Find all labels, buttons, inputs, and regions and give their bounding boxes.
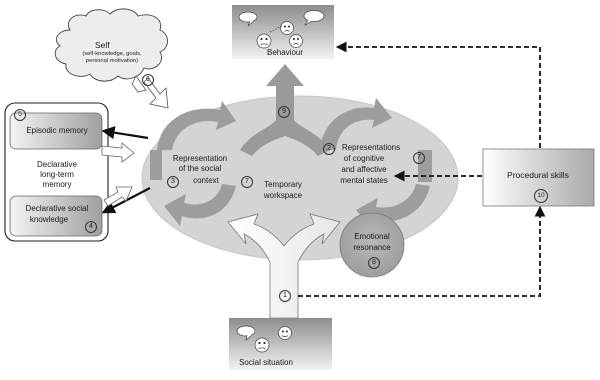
procedural-skills-label: Procedural skills bbox=[507, 170, 569, 180]
declarative-ltm-line3: memory bbox=[42, 180, 72, 189]
workspace-line1: Temporary bbox=[264, 180, 302, 189]
declarative-social-number: 4 bbox=[85, 221, 97, 233]
emotional-number: 8 bbox=[368, 257, 380, 269]
declarative-ltm-line1: Declarative bbox=[36, 160, 77, 169]
arrow-to-episodic bbox=[104, 131, 148, 138]
declarative-social-line1: Declarative social bbox=[25, 204, 89, 213]
episodic-memory-label: Episodic memory bbox=[26, 126, 88, 135]
emotional-line1: Emotional bbox=[354, 232, 390, 241]
social-context-line1: Representation bbox=[172, 154, 228, 163]
workspace-line2: workspace bbox=[263, 191, 303, 200]
self-number: 6 bbox=[142, 74, 154, 86]
workspace-number-right: 7 bbox=[413, 152, 425, 164]
mental-states-line3: and affective bbox=[341, 165, 387, 174]
self-subtitle-line2: personal motivation) bbox=[85, 58, 139, 64]
episodic-number: 5 bbox=[14, 109, 26, 121]
mental-states-line2: of cognitive bbox=[343, 154, 385, 163]
social-context-number: 3 bbox=[167, 176, 179, 188]
mental-states-number: 2 bbox=[323, 143, 335, 155]
self-cloud bbox=[55, 9, 167, 81]
social-context-line2: of the social bbox=[178, 164, 222, 173]
declarative-ltm-line2: long-term bbox=[40, 170, 74, 179]
emotional-line2: resonance bbox=[353, 243, 391, 252]
social-context-line3: context bbox=[193, 176, 219, 185]
declarative-social-line2: knowledge bbox=[29, 215, 69, 224]
social-situation-label: Social situation bbox=[239, 358, 293, 367]
workspace-number-left: 7 bbox=[241, 176, 253, 188]
situation-number: 1 bbox=[279, 290, 291, 302]
procedural-number: 10 bbox=[534, 189, 548, 203]
central-arrow-number: 9 bbox=[278, 106, 290, 118]
mental-states-line4: mental states bbox=[340, 176, 388, 185]
mental-states-line1: Representations bbox=[341, 143, 401, 152]
self-title: Self bbox=[95, 40, 110, 50]
behaviour-label: Behaviour bbox=[266, 48, 304, 57]
self-subtitle-line1: (self-knowledge, goals, bbox=[82, 51, 142, 57]
